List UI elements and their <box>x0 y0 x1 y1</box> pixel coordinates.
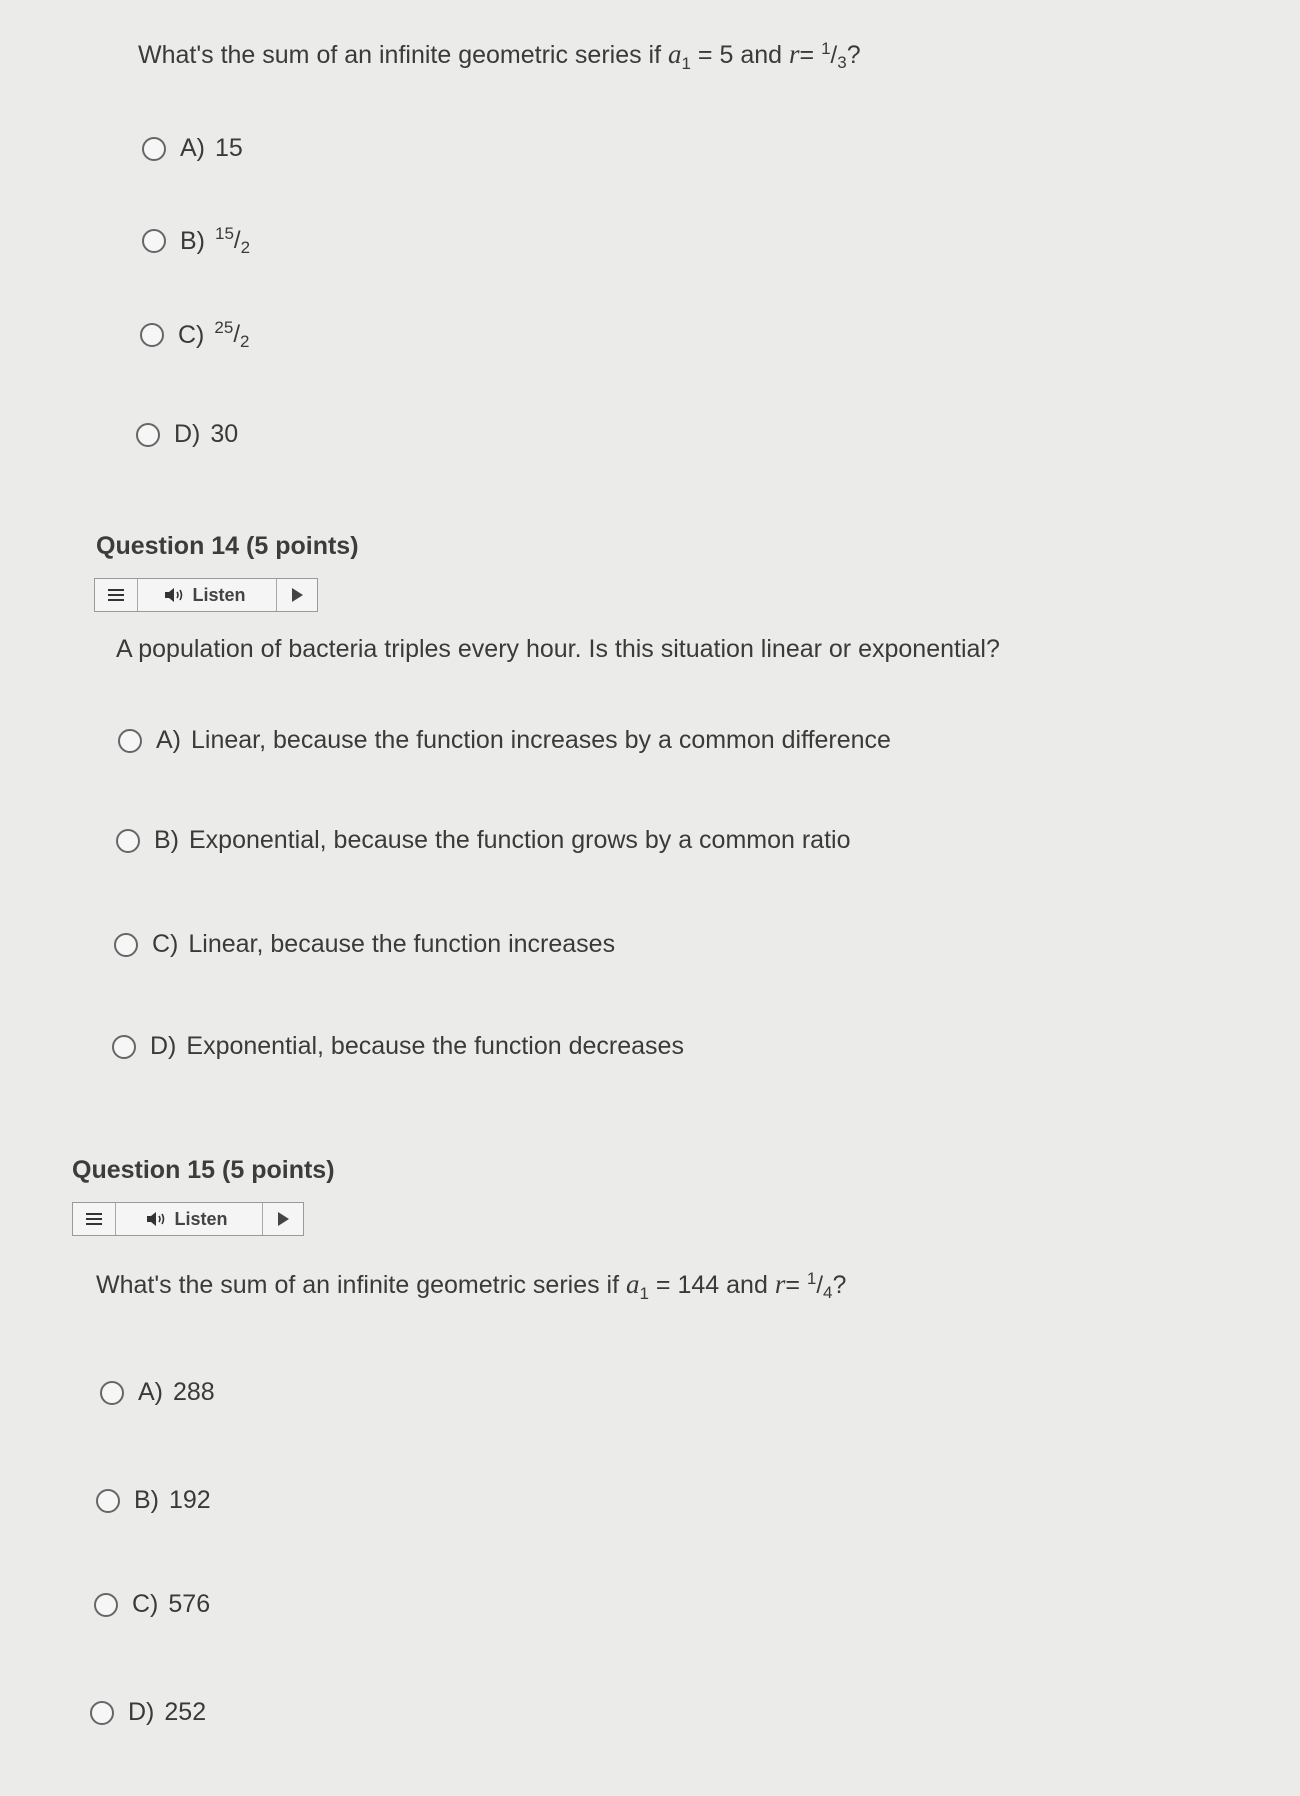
speaker-icon <box>146 1211 168 1227</box>
q15-heading: Question 15 (5 points) <box>72 1156 335 1184</box>
fraction-value: $^{15}/_2$ <box>215 224 251 257</box>
menu-button[interactable] <box>73 1203 116 1235</box>
listen-button[interactable]: Listen <box>138 579 277 611</box>
radio-icon[interactable] <box>90 1701 114 1725</box>
radio-icon[interactable] <box>94 1593 118 1617</box>
speaker-icon <box>164 587 186 603</box>
q14-prompt: A population of bacteria triples every hour. Is this situation linear or exponential? <box>116 635 1000 663</box>
q15-option-a[interactable]: A) 288 <box>100 1378 215 1407</box>
q15-option-d[interactable]: D) 252 <box>90 1698 206 1727</box>
q15-listen-toolbar <box>72 1202 304 1236</box>
radio-icon[interactable] <box>140 323 164 347</box>
q13-option-a[interactable]: A) 15 <box>142 134 243 163</box>
q13-prompt: What's the sum of an infinite geometric series if $a_1 = 5$ and $r= ^1/_3$? <box>138 39 861 73</box>
menu-button[interactable] <box>95 579 138 611</box>
listen-button[interactable]: Listen <box>116 1203 263 1235</box>
menu-icon <box>108 589 124 601</box>
q14-option-d[interactable]: D) Exponential, because the function decreases <box>112 1032 684 1061</box>
radio-icon[interactable] <box>142 137 166 161</box>
q13-option-d[interactable]: D) 30 <box>136 420 238 449</box>
radio-icon[interactable] <box>100 1381 124 1405</box>
play-button[interactable] <box>277 579 317 611</box>
play-icon <box>278 1212 289 1226</box>
radio-icon[interactable] <box>112 1035 136 1059</box>
q14-option-a[interactable]: A) Linear, because the function increases by a common difference <box>118 726 891 755</box>
fraction-value: $^{25}/_2$ <box>214 318 250 351</box>
radio-icon[interactable] <box>136 423 160 447</box>
q15-prompt: What's the sum of an infinite geometric series if $a_1 = 144$ and $r= ^1/_4$? <box>96 1269 847 1303</box>
radio-icon[interactable] <box>96 1489 120 1513</box>
play-icon <box>292 588 303 602</box>
radio-icon[interactable] <box>114 933 138 957</box>
q14-option-b[interactable]: B) Exponential, because the function grows by a common ratio <box>116 826 851 855</box>
radio-icon[interactable] <box>142 229 166 253</box>
q13-option-b[interactable]: B) $^{15}/_2$ <box>142 224 250 258</box>
play-button[interactable] <box>263 1203 303 1235</box>
q14-option-c[interactable]: C) Linear, because the function increases <box>114 930 615 959</box>
q13-option-c[interactable]: C) $^{25}/_2$ <box>140 318 249 352</box>
radio-icon[interactable] <box>116 829 140 853</box>
q15-option-b[interactable]: B) 192 <box>96 1486 211 1515</box>
radio-icon[interactable] <box>118 729 142 753</box>
q15-option-c[interactable]: C) 576 <box>94 1590 210 1619</box>
menu-icon <box>86 1213 102 1225</box>
q14-listen-toolbar <box>94 578 318 612</box>
q14-heading: Question 14 (5 points) <box>96 532 359 560</box>
